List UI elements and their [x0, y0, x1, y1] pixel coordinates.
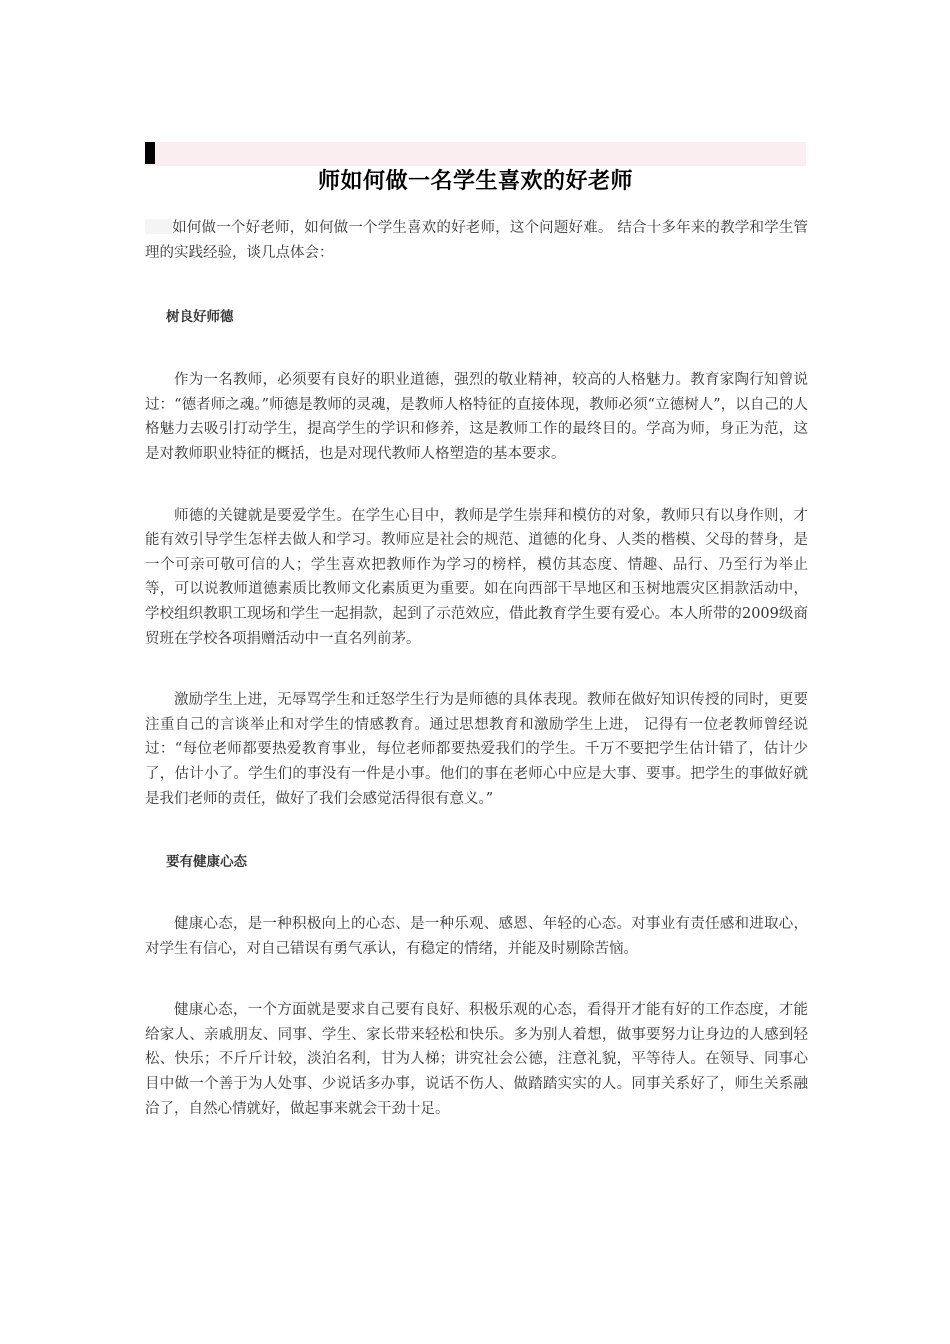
document-title: 师如何做一名学生喜欢的好老师: [317, 168, 633, 194]
ethics-paragraph-3: 激励学生上进，无辱骂学生和迁怒学生行为是师德的具体表现。教师在做好知识传授的同时，更要注重自己的言谈举止和对学生的情感教育。通过思想教育和激励学生上进， 记得有一位老教师曾经说过：“每位老师都要热爱教育事业，每位老师都要热爱我们的学生。千万不要把学生估计错了，估计少了，估计小了。学生们的事没有一件是小事。他们的事在老师心中应是大事、要事。把学生的事做好就是我们老师的责任，做好了我们会感觉活得很有意义。”: [145, 692, 808, 807]
mindset-paragraph-2: 健康心态，一个方面就是要求自己要有良好、积极乐观的心态，看得开才能有好的工作态度，才能给家人、亲戚朋友、同事、学生、家长带来轻松和快乐。多为别人着想，做事要努力让身边的人感到轻松、快乐；不斤斤计较，淡泊名利，甘为人梯；讲究社会公德，注意礼貌，平等待人。在领导、同事心目中做一个善于为人处事、少说话多办事，说话不伤人、做踏踏实实的人。同事关系好了，师生关系融洽了，自然心情就好，做起事来就会干劲十足。: [145, 1002, 808, 1117]
ethics-paragraph-2: 师德的关键就是要爱学生。在学生心目中，教师是学生崇拜和模仿的对象，教师只有以身作则，才能有效引导学生怎样去做人和学习。教师应是社会的规范、道德的化身、人类的楷模、父母的替身，是一个可亲可敬可信的人；学生喜欢把教师作为学习的榜样，模仿其态度、情趣、品行、乃至行为举止等，可以说教师道德素质比教师文化素质更为重要。如在向西部干旱地区和玉树地震灾区捐款活动中，学校组织教职工现场和学生一起捐款，起到了示范效应，借此教育学生要有爱心。本人所带的2009级商贸班在学校各项捐赠活动中一直名列前茅。: [145, 507, 808, 647]
mindset-paragraph-1: 健康心态，是一种积极向上的心态、是一种乐观、感恩、年轻的心态。对事业有责任感和进取心，对学生有信心，对自己错误有勇气承认，有稳定的情绪，并能及时剔除苦恼。: [145, 916, 808, 957]
intro-indent: [145, 219, 172, 234]
document-body: [145, 216, 808, 1121]
header-marker: [145, 142, 155, 164]
intro-paragraph: [145, 216, 808, 265]
ethics-paragraph-1: 作为一名教师，必须要有良好的职业道德，强烈的敬业精神，较高的人格魅力。教育家陶行知曾说过：“德者师之魂。”师德是教师的灵魂，是教师人格特征的直接体现，教师必须“立德树人”，以自己的人格魅力去吸引打动学生，提高学生的学识和修养，这是教师工作的最终目的。学高为师，身正为范，这是对教师职业特征的概括，也是对现代教师人格塑造的基本要求。: [145, 372, 808, 462]
intro-text: 如何做一个好老师，如何做一个学生喜欢的好老师，这个问题好难。 结合十多年来的教学和学生管理的实践经验，谈几点体会：: [145, 220, 808, 261]
section-heading-mindset: 要有健康心态: [166, 854, 247, 871]
section-heading-ethics: 树良好师德: [166, 309, 234, 326]
